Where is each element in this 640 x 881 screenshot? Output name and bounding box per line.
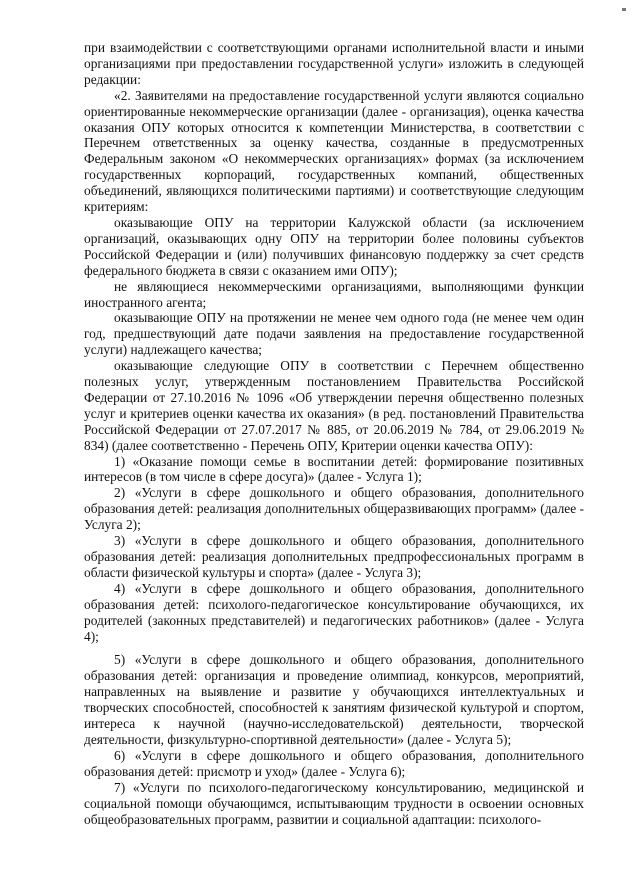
scan-mark [622, 8, 626, 11]
paragraph-criterion-territory: оказывающие ОПУ на территории Калужской области (за исключением организаций, оказывающих одну ОПУ на территории более половины субъектов Российской Федерации и (или) получивших финансовую поддержку за счет средств федерального бюджета в связи с оказанием ими ОПУ); [84, 214, 584, 278]
document-page [84, 40, 584, 827]
paragraph-applicants: «2. Заявителями на предоставление государственной услуги являются социально ориентированные некоммерческие организации (далее - организация), оценка качества оказания ОПУ которых относится к компетенции Министерства, в соответствии с Перечнем ответственных за оценку качества, созданные в предусмотренных Федеральным законом «О некоммерческих организациях» формах (за исключением государственных корпораций, государственных компаний, общественных объединений, являющихся политическими партиями) и соответствующие следующим критериям: [84, 87, 584, 215]
list-item-service-2: 2) «Услуги в сфере дошкольного и общего образования, дополнительного образования детей: реализация дополнительных общеразвивающих программ» (далее - Услуга 2); [84, 485, 584, 533]
list-item-service-4: 4) «Услуги в сфере дошкольного и общего образования, дополнительного образования детей: психолого-педагогическое консультирование обучающихся, их родителей (законных представителей) и педагогических работников» (далее - Услуга 4); [84, 580, 584, 644]
list-item-service-7: 7) «Услуги по психолого-педагогическому консультированию, медицинской и социальной помощи обучающимся, испытывающим трудности в освоении основных общеобразовательных программ, развитии и социальной адаптации: психолого- [84, 779, 584, 827]
list-item-service-6: 6) «Услуги в сфере дошкольного и общего образования, дополнительного образования детей: присмотр и уход» (далее - Услуга 6); [84, 747, 584, 779]
paragraph-criterion-duration: оказывающие ОПУ на протяжении не менее чем одного года (не менее чем один год, предшествующий дате подачи заявления на предоставление государственной услуги) надлежащего качества; [84, 310, 584, 358]
list-item-service-1: 1) «Оказание помощи семье в воспитании детей: формирование позитивных интересов (в том числе в сфере досуга)» (далее - Услуга 1); [84, 453, 584, 485]
list-item-service-5: 5) «Услуги в сфере дошкольного и общего образования, дополнительного образования детей: организация и проведение олимпиад, конкурсов, мероприятий, направленных на выявление и развитие у обучающихся интеллектуальных и творческих способностей, способностей к занятиям физической культурой и спортом, интереса к научной (научно-исследовательской) деятельности, творческой деятельности, физкультурно-спортивной деятельности» (далее - Услуга 5); [84, 652, 584, 747]
paragraph-criterion-services: оказывающие следующие ОПУ в соответствии с Перечнем общественно полезных услуг, утвержденным постановлением Правительства Российской Федерации от 27.10.2016 № 1096 «Об утверждении перечня общественно полезных услуг и критериев оценки качества их оказания» (в ред. постановлений Правительства Российской Федерации от 27.07.2017 № 885, от 20.06.2019 № 784, от 29.06.2019 № 834) (далее соответственно - Перечень ОПУ, Критерии оценки качества ОПУ): [84, 358, 584, 453]
paragraph-intro: при взаимодействии с соответствующими органами исполнительной власти и иными организациями при предоставлении государственной услуги» изложить в следующей редакции: [84, 40, 584, 87]
paragraph-criterion-foreign-agent: не являющиеся некоммерческими организациями, выполняющими функции иностранного агента; [84, 278, 584, 310]
list-item-service-3: 3) «Услуги в сфере дошкольного и общего образования, дополнительного образования детей: реализация дополнительных предпрофессиональных программ в области физической культуры и спорта» (далее - Услуга 3); [84, 533, 584, 580]
spacer [84, 644, 584, 652]
